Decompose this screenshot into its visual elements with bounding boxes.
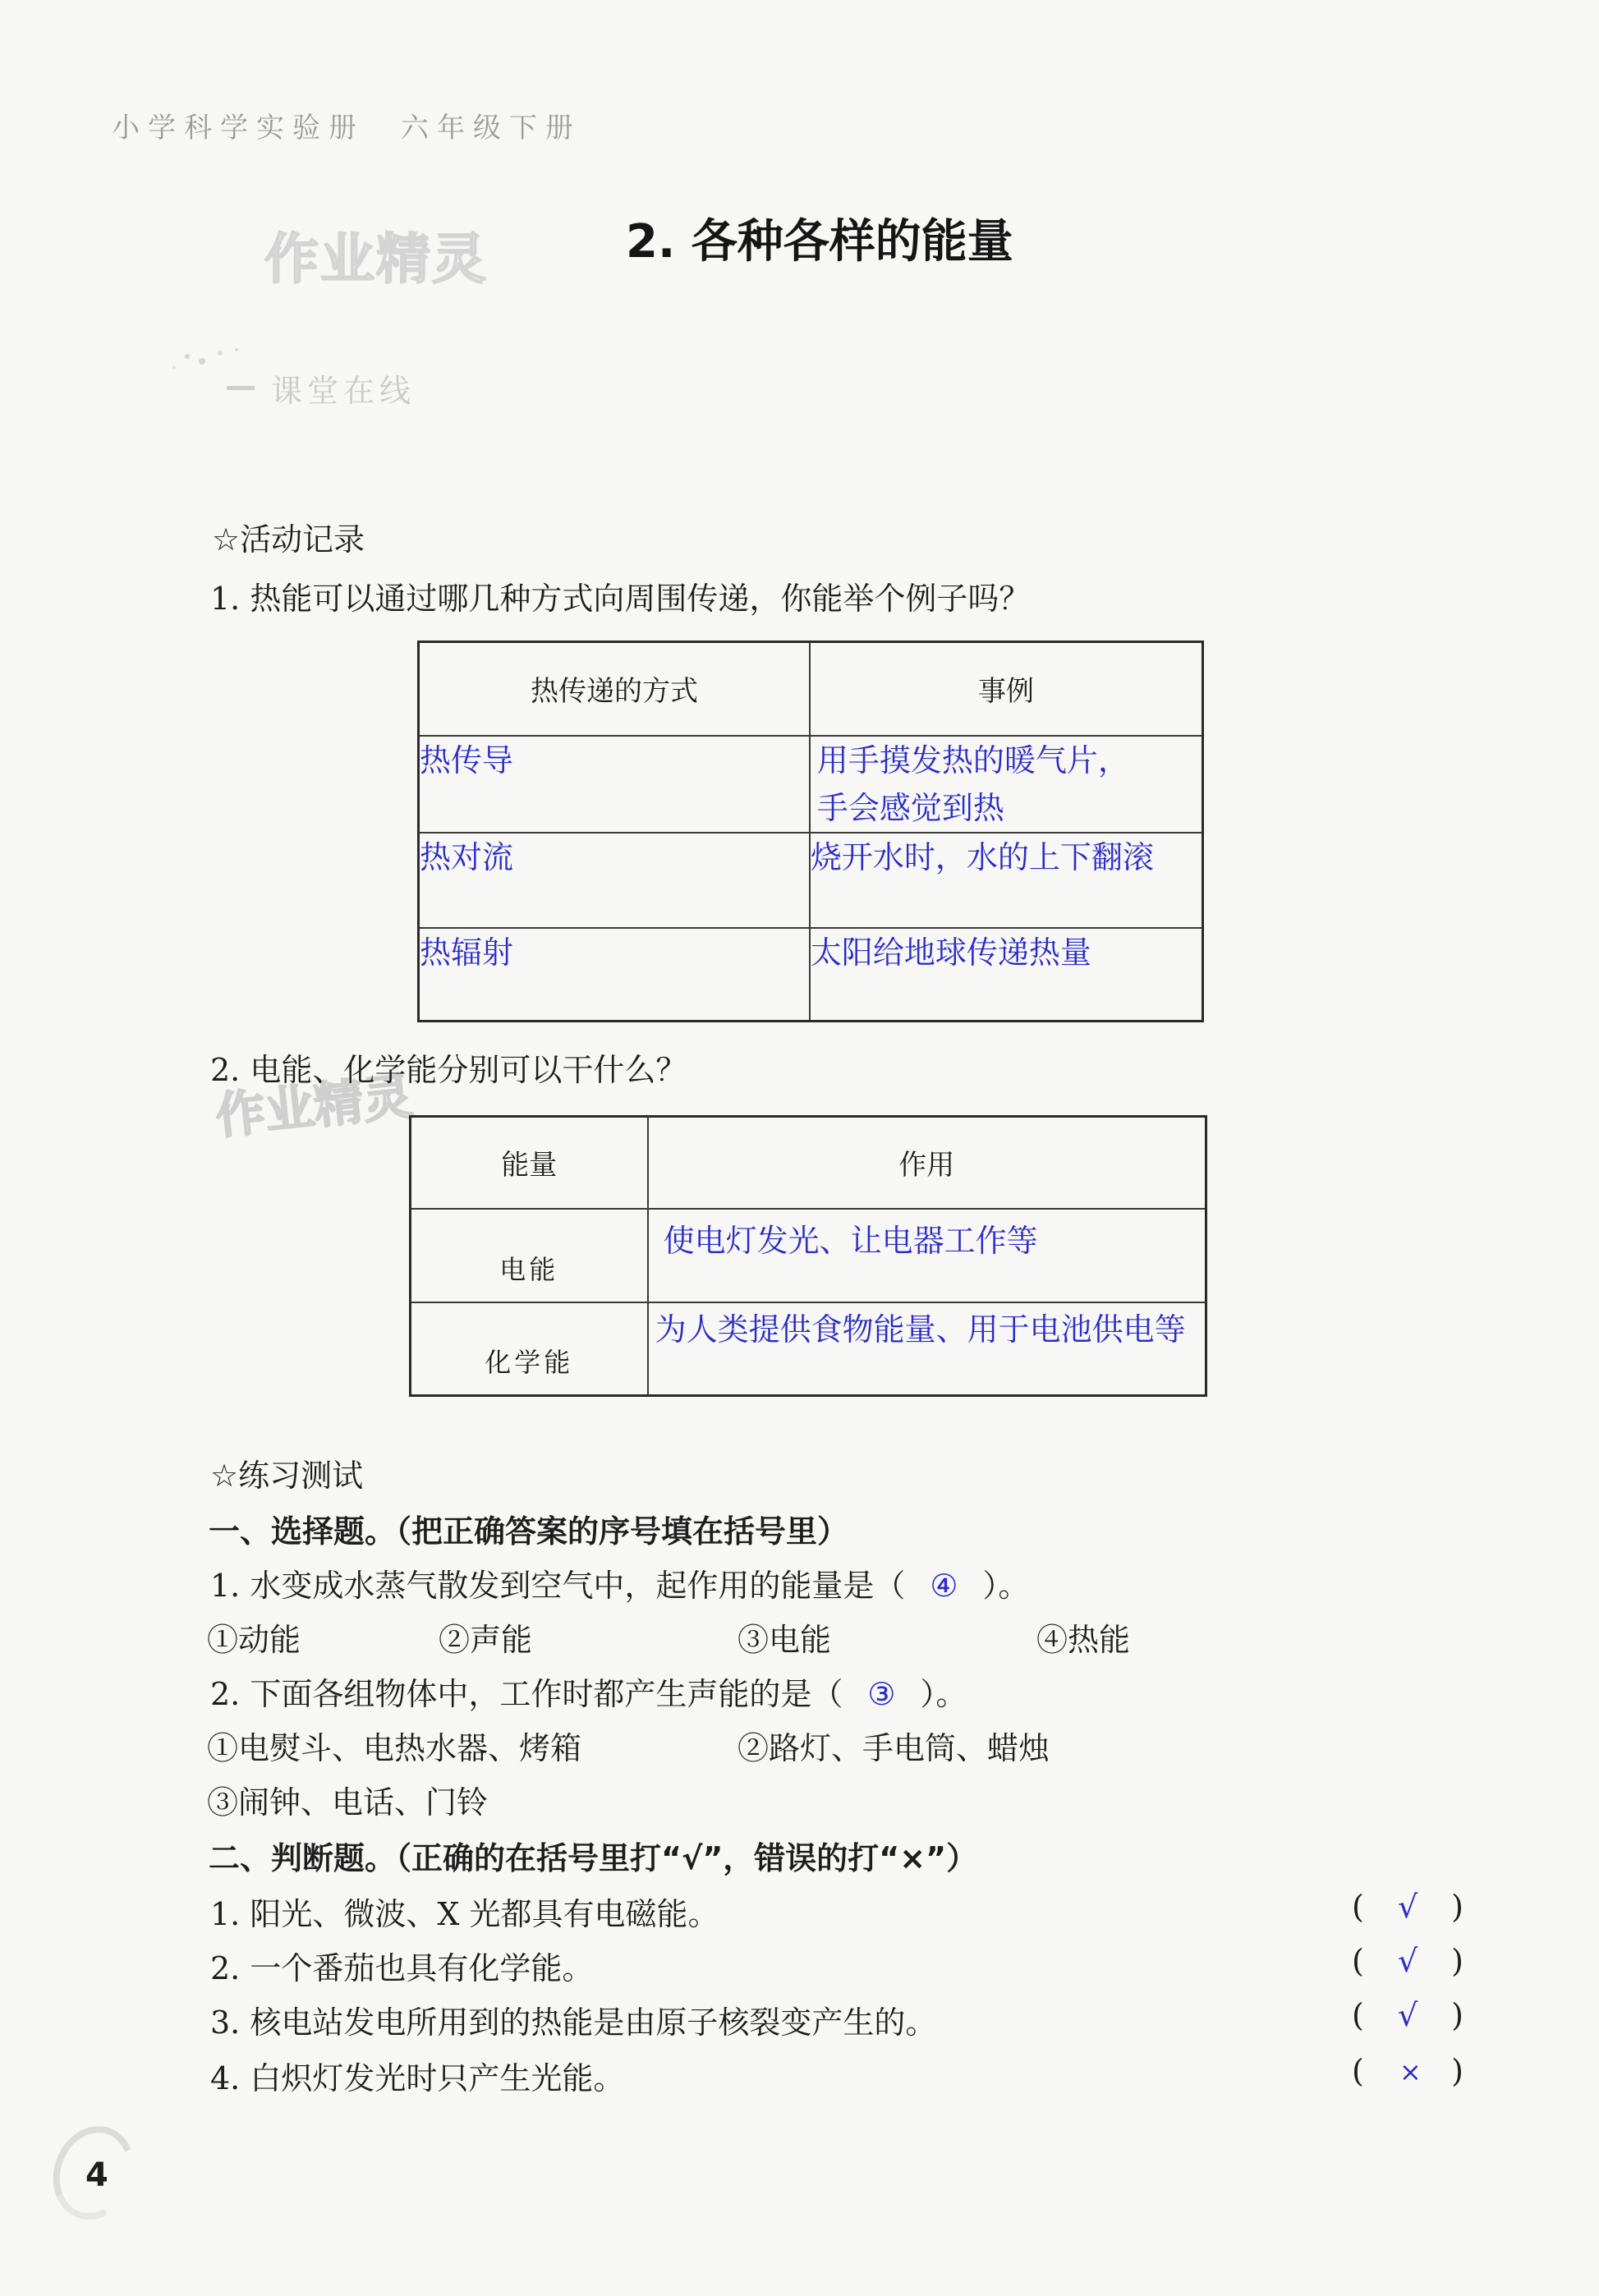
tf-question: 2. 一个番茄也具有化学能。 (210, 1950, 594, 1986)
table-cell-use: 为人类提供食物能量、用于电池供电等 (648, 1302, 1206, 1396)
heat-transfer-table (417, 641, 1204, 1022)
tf-question: 4. 白炽灯发光时只产生光能。 (210, 2060, 625, 2096)
mc-option: ④热能 (1036, 1622, 1131, 1658)
mc-stem-end: ）。 (982, 1568, 1030, 1604)
table-header-cell: 热传递的方式 (419, 642, 810, 736)
table-cell-energy: 化学能 (411, 1302, 648, 1396)
table-cell-use: 使电灯发光、让电器工作等 (648, 1209, 1206, 1302)
activity-heading: ☆活动记录 (212, 521, 365, 558)
classroom-online-label: 课堂在线 (271, 373, 416, 409)
tf-answer: √ (1398, 1997, 1418, 2033)
mc-option: ③闹钟、电话、门铃 (207, 1784, 489, 1821)
table-cell-way: 热对流 (419, 833, 810, 928)
table-cell-energy: 电能 (411, 1209, 648, 1302)
mc-stem: 2. 下面各组物体中，工作时都产生声能的是（ (210, 1676, 843, 1712)
mc-option: ②路灯、手电筒、蜡烛 (737, 1730, 1050, 1766)
example-line: 用手摸发热的暖气片， (816, 742, 1129, 778)
page-number: 4 (85, 2156, 108, 2194)
energy-use-table (409, 1115, 1207, 1397)
tf-answer: × (1399, 2056, 1422, 2087)
tf-answer-bracket: ( √ ) (1352, 1997, 1463, 2033)
section-choice: 一、选择题。（把正确答案的序号填在括号里） (209, 1513, 849, 1550)
mc-option: ①电熨斗、电热水器、烤箱 (207, 1730, 582, 1766)
table-header-cell: 能量 (411, 1117, 648, 1209)
watermark-logo-2: 作业精灵 (213, 1068, 416, 1146)
mc-question-1 (210, 1560, 1029, 1605)
tf-answer: √ (1398, 1943, 1418, 1979)
watermark-logo: 作业精灵 (264, 227, 488, 291)
tf-answer-bracket: ( × ) (1352, 2053, 1463, 2089)
classroom-dash (227, 386, 255, 390)
mc-answer: ④ (930, 1568, 958, 1604)
tf-answer-bracket: ( √ ) (1352, 1943, 1463, 1979)
table-header-cell: 事例 (810, 642, 1203, 736)
mc-option: ③电能 (737, 1622, 832, 1658)
table-cell-way: 热辐射 (419, 928, 810, 1022)
table-cell-example: 烧开水时，水的上下翻滚 (810, 833, 1203, 928)
mc-answer: ③ (867, 1676, 896, 1712)
practice-heading: ☆练习测试 (210, 1458, 364, 1494)
example-line: 手会感觉到热 (816, 789, 1004, 826)
mc-stem-end: ）。 (920, 1676, 967, 1712)
table-header-cell: 作用 (648, 1117, 1206, 1209)
table-cell-way: 热传导 (419, 736, 810, 833)
tf-question: 1. 阳光、微波、X 光都具有电磁能。 (210, 1896, 719, 1932)
mc-option: ②声能 (439, 1622, 533, 1658)
tf-question: 3. 核电站发电所用到的热能是由原子核裂变产生的。 (210, 2004, 937, 2041)
question-1: 1. 热能可以通过哪几种方式向周围传递，你能举个例子吗？ (210, 581, 1031, 617)
table-cell-example (810, 736, 1203, 833)
tf-answer-bracket: ( √ ) (1352, 1889, 1463, 1925)
mc-stem: 1. 水变成水蒸气散发到空气中，起作用的能量是（ (210, 1568, 906, 1604)
tf-answer: √ (1398, 1889, 1418, 1925)
book-header: 小学科学实验册 六年级下册 (112, 112, 581, 145)
question-2: 2. 电能、化学能分别可以干什么？ (210, 1052, 687, 1088)
mc-question-2 (210, 1669, 967, 1714)
section-true-false: 二、判断题。（正确的在括号里打“√”，错误的打“×”） (209, 1840, 978, 1876)
table-cell-example: 太阳给地球传递热量 (810, 928, 1203, 1022)
sparkle-dots-icon (154, 343, 278, 393)
mc-option: ①动能 (207, 1622, 301, 1658)
page-title: 2. 各种各样的能量 (626, 215, 1013, 269)
